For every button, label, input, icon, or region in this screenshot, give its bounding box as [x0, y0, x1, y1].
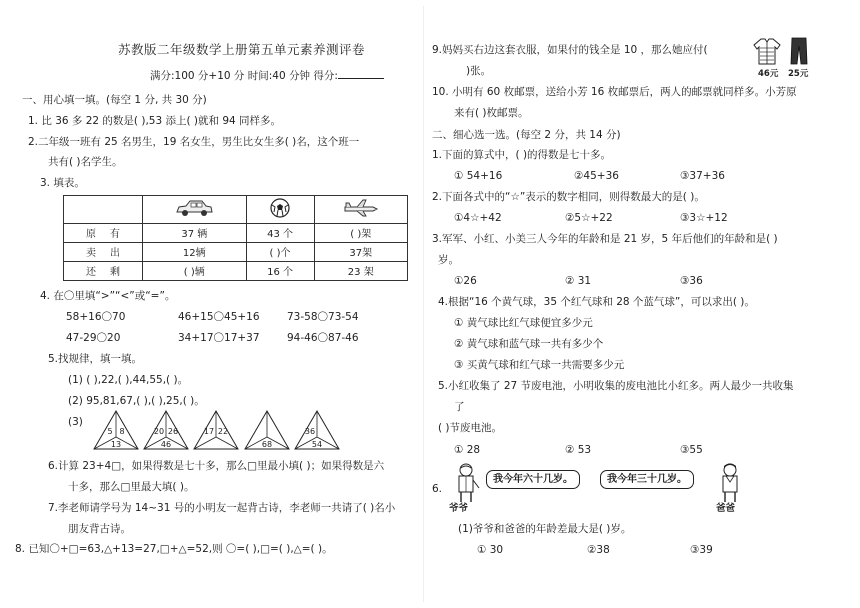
coat-icon [752, 36, 782, 66]
dad-label: 爸爸 [716, 503, 736, 514]
dad-icon [712, 462, 748, 504]
triangle-number: 17 [203, 427, 215, 436]
number-triangle [293, 409, 341, 456]
choice-5: 5.小红收集了 27 节废电池，小明收集的废电池比小红多。两人最少一共收集 [438, 380, 794, 392]
triangle-number: 13 [110, 440, 122, 449]
table-cell: ( )架 [314, 223, 407, 242]
dad-speech-bubble: 我今年三十几岁。 [600, 470, 694, 489]
question-7: 7.李老师请学号为 14~31 号的小明友一起背古诗，李老师一共请了( )名小 [48, 502, 396, 514]
table-cell: 37 辆 [143, 223, 247, 242]
option: ③55 [680, 444, 703, 456]
row-label: 原有 [64, 223, 143, 242]
option: ② 31 [565, 275, 592, 287]
option: ③36 [680, 275, 703, 287]
column-divider [423, 6, 424, 602]
triangle-number: 22 [217, 427, 229, 436]
choice-3: 3.军军、小红、小美三人今年的年龄和是 21 岁，5 年后他们的年龄和是( ) [432, 233, 778, 245]
question-3: 3. 填表。 [40, 177, 85, 189]
compare-item: 58+16〇70 [66, 311, 126, 323]
airplane-icon [343, 199, 379, 217]
option: ③39 [690, 544, 713, 556]
table-row [64, 196, 408, 224]
question-10: 10. 小明有 60 枚邮票，送给小芳 16 枚邮票后，两人的邮票就同样多。小芳原 [432, 86, 797, 98]
meta-line [150, 68, 384, 83]
choice-3-cont: 岁。 [438, 254, 459, 266]
pants-icon [788, 36, 810, 66]
section-1-heading: 一、用心填一填。(每空 1 分, 共 30 分) [22, 94, 207, 106]
option: ②45+36 [574, 170, 619, 182]
option: ③37+36 [680, 170, 725, 182]
choice-6: 6. [432, 483, 443, 495]
ball-icon [269, 197, 291, 219]
row-label: 还剩 [64, 261, 143, 280]
table-cell: ( )个 [246, 242, 314, 261]
option: ①4☆+42 [454, 212, 502, 224]
option: ① 30 [477, 544, 504, 556]
grandpa-figure [448, 462, 484, 507]
table-cell: ( )辆 [143, 261, 247, 280]
table-cell: 43 个 [246, 223, 314, 242]
compare-item: 94-46〇87-46 [287, 332, 359, 344]
option: ① 54+16 [454, 170, 503, 182]
coat-price: 46元 [758, 69, 779, 79]
option: ①26 [454, 275, 477, 287]
triangle-number: 68 [261, 440, 273, 449]
option: ③3☆+12 [680, 212, 728, 224]
table-cell: 16 个 [246, 261, 314, 280]
table-cell-empty [64, 196, 143, 224]
choice-5-cont: 了 [454, 401, 465, 413]
table-row [64, 261, 408, 280]
compare-item: 34+17〇17+37 [178, 332, 260, 344]
triangle-number: 5 [107, 427, 113, 436]
pants-picture [788, 36, 810, 79]
choice-2: 2.下面各式中的“☆”表示的数字相同，则得数最大的是( )。 [432, 191, 705, 203]
table-row [64, 223, 408, 242]
question-6: 6.计算 23+4□，如果得数是七十多，那么□里最小填( )；如果得数是六 [48, 460, 385, 472]
grandpa-speech-bubble: 我今年六十几岁。 [486, 470, 580, 489]
score-blank[interactable] [338, 68, 384, 79]
question-5: 5.找规律，填一填。 [48, 353, 143, 365]
option: ②5☆+22 [565, 212, 613, 224]
question-2: 2.二年级一班有 25 名男生，19 名女生，男生比女生多( )名，这个班一 [28, 136, 360, 148]
option: ① 黄气球比红气球便宜多少元 [454, 317, 593, 329]
triangle-number: 8 [119, 427, 125, 436]
choice-1: 1.下面的算式中，( )的得数是七十多。 [432, 149, 612, 161]
number-triangle [243, 409, 291, 456]
triangle-number: 46 [160, 440, 172, 449]
option: ③ 买黄气球和红气球一共需要多少元 [454, 359, 625, 371]
choice-4: 4.根据“16 个黄气球，35 个红气球和 28 个蓝气球”，可以求出( )。 [438, 296, 755, 308]
option: ① 28 [454, 444, 481, 456]
question-6-cont: 十多，那么□里最大填( )。 [68, 481, 195, 493]
choice-5-cont2: ( )节废电池。 [438, 422, 503, 434]
question-10-cont: 来有( )枚邮票。 [454, 107, 529, 119]
triangle-number: 36 [304, 427, 316, 436]
table-row [64, 242, 408, 261]
fill-table [63, 195, 408, 281]
question-4: 4. 在〇里填“>”“<”或“=”。 [40, 290, 176, 302]
grandpa-label: 爷爷 [449, 503, 469, 514]
table-cell: 23 架 [314, 261, 407, 280]
number-triangle [142, 409, 190, 456]
pants-price: 25元 [788, 69, 809, 79]
triangle-number: 54 [311, 440, 323, 449]
question-7-cont: 朋友背古诗。 [68, 523, 131, 535]
question-1: 1. 比 36 多 22 的数是( ),53 添上( )就和 94 同样多。 [28, 115, 282, 127]
number-triangle [92, 409, 140, 456]
triangle-number: 20 [153, 427, 165, 436]
question-2-cont: 共有( )名学生。 [48, 156, 123, 168]
table-cell: 12辆 [143, 242, 247, 261]
section-2-heading: 二、细心选一选。(每空 2 分，共 14 分) [432, 129, 621, 141]
compare-item: 47-29〇20 [66, 332, 121, 344]
table-cell [143, 196, 247, 224]
question-5-3: (3) [68, 416, 83, 428]
compare-item: 73-58〇73-54 [287, 311, 359, 323]
triangle-number: 26 [167, 427, 179, 436]
choice-6-1: (1)爷爷和爸爸的年龄差最大是( )岁。 [458, 523, 632, 535]
option: ②38 [587, 544, 610, 556]
option: ② 黄气球和蓝气球一共有多少个 [454, 338, 604, 350]
number-triangle [192, 409, 240, 456]
page-title: 苏教版二年级数学上册第五单元素养测评卷 [118, 42, 366, 57]
table-cell: 37架 [314, 242, 407, 261]
grandpa-icon [448, 462, 484, 504]
question-9-cont: )张。 [466, 65, 492, 77]
car-icon [174, 198, 214, 218]
question-8: 8. 已知〇+□=63,△+13=27,□+△=52,则 〇=( ),□=( ),△=( )。 [15, 543, 333, 555]
table-cell [246, 196, 314, 224]
question-5-1: (1) ( ),22,( ),44,55,( )。 [68, 374, 189, 386]
coat-picture [752, 36, 782, 79]
question-9: 9.妈妈买右边这套衣服，如果付的钱全是 10 ，那么她应付( [432, 44, 708, 56]
dad-figure [712, 462, 748, 507]
option: ② 53 [565, 444, 592, 456]
question-5-2: (2) 95,81,67,( ),( ),25,( )。 [68, 395, 205, 407]
table-cell [314, 196, 407, 224]
meta-text: 满分:100 分+10 分 时间:40 分钟 得分: [150, 70, 338, 82]
row-label: 卖出 [64, 242, 143, 261]
compare-item: 46+15〇45+16 [178, 311, 260, 323]
